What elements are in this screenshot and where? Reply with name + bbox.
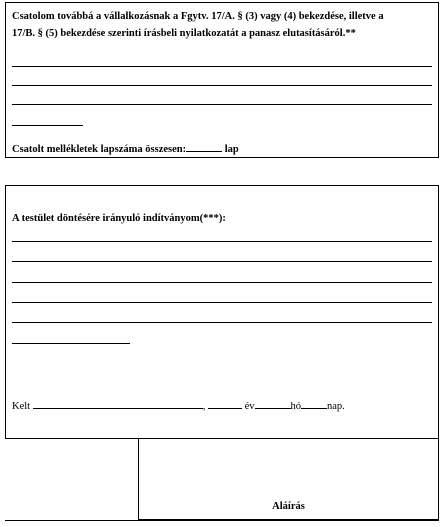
attachments-unit: lap <box>224 144 239 155</box>
day-label: nap. <box>327 401 345 412</box>
month-label: hó <box>290 401 301 412</box>
blank-line[interactable] <box>12 66 432 67</box>
blank-line[interactable] <box>12 241 432 242</box>
month-field[interactable] <box>255 398 291 409</box>
kelt-label: Kelt <box>12 401 31 412</box>
attachments-label: Csatolt mellékletek lapszáma összesen: <box>12 144 187 155</box>
page-bottom-rule <box>5 520 439 521</box>
blank-line[interactable] <box>12 125 83 126</box>
date-row: Kelt , év hó nap. <box>12 398 345 413</box>
signature-label: Aláírás <box>272 501 305 512</box>
blank-line[interactable] <box>12 104 432 105</box>
place-field[interactable] <box>33 398 203 409</box>
day-field[interactable] <box>301 398 327 409</box>
attachment-statement-box <box>5 2 439 158</box>
year-field[interactable] <box>208 398 242 409</box>
statement-line-1: Csatolom továbbá a vállalkozásnak a Fgytv. 17/A. § (3) vagy (4) bekezdése, illetve a <box>12 11 384 22</box>
attachments-count-row <box>12 141 239 156</box>
blank-line[interactable] <box>12 282 432 283</box>
motion-box <box>5 185 439 439</box>
blank-line[interactable] <box>12 343 130 344</box>
blank-line[interactable] <box>12 302 432 303</box>
motion-heading: A testület döntésére irányuló indítványom(***): <box>12 213 226 224</box>
statement-line-2: 17/B. § (5) bekezdése szerinti írásbeli nyilatkozatát a panasz elutasításáról.** <box>12 28 356 39</box>
signature-box[interactable] <box>138 438 439 520</box>
page-count-field[interactable] <box>186 141 222 152</box>
year-label: év <box>244 401 255 412</box>
blank-line[interactable] <box>12 261 432 262</box>
blank-line[interactable] <box>12 85 432 86</box>
blank-line[interactable] <box>12 322 432 323</box>
